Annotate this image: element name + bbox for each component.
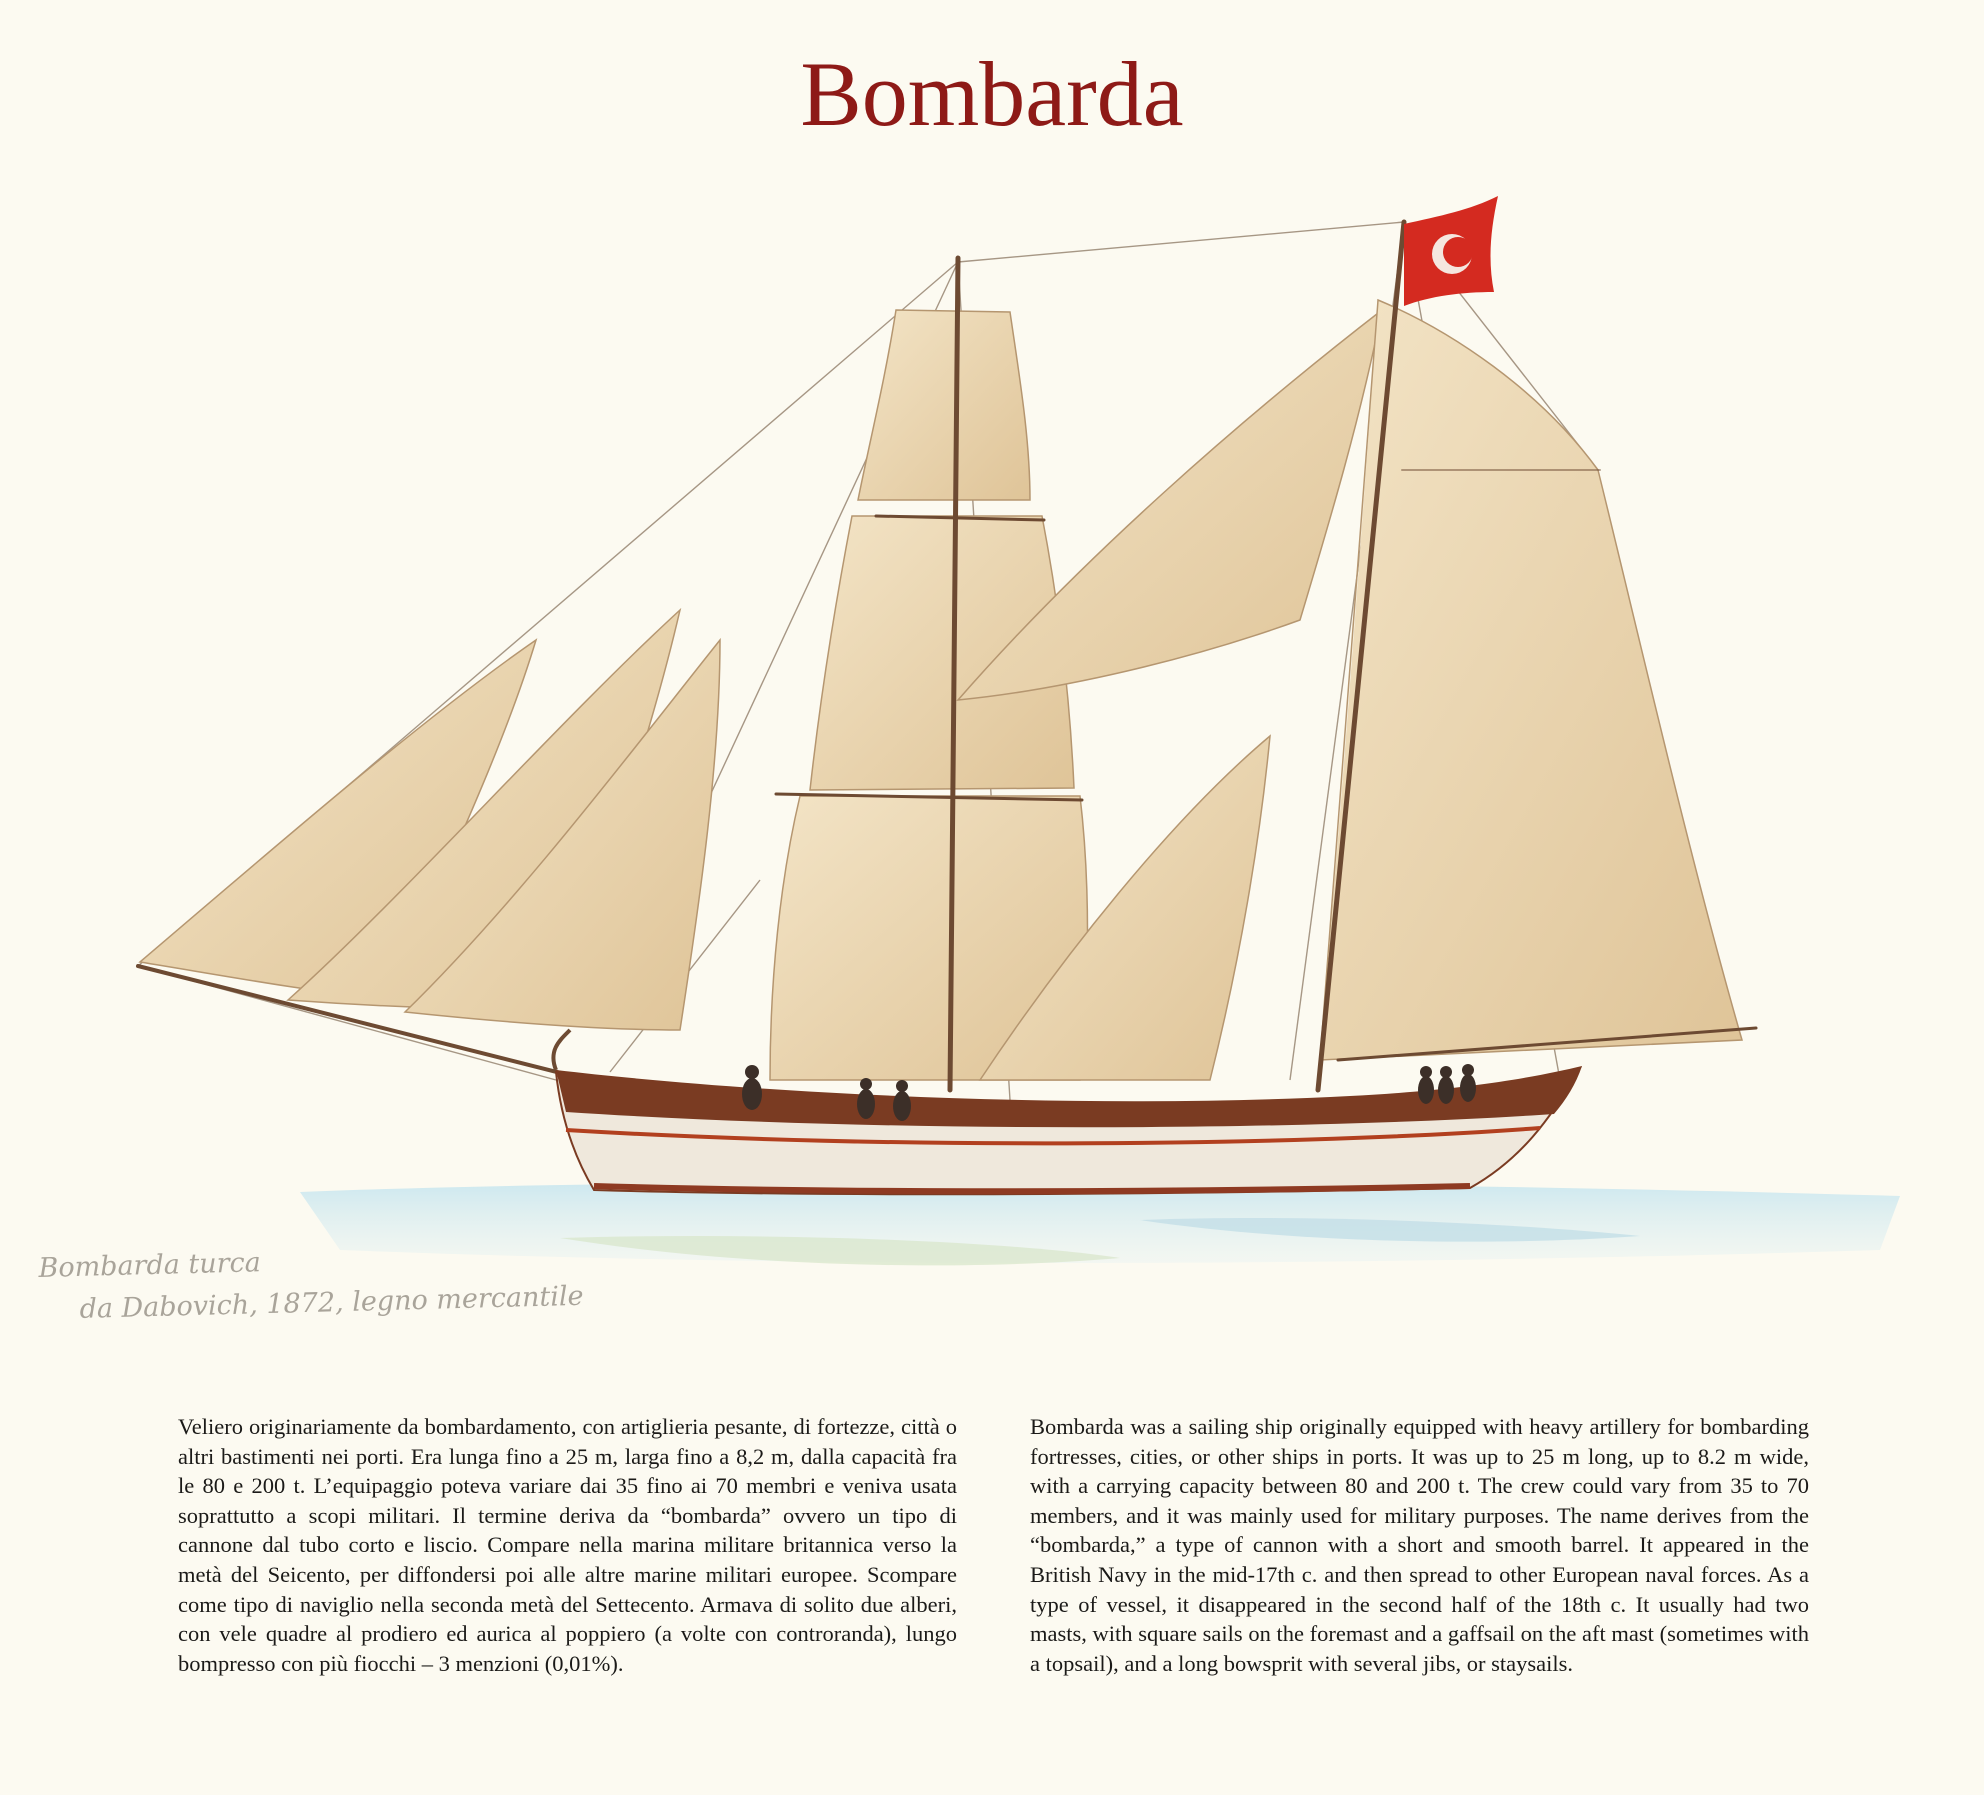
caption-line-1: Bombarda turca [38, 1247, 262, 1284]
jib-sails [140, 610, 720, 1030]
handwritten-caption [38, 1234, 584, 1332]
description-english: Bombarda was a sailing ship originally equipped with heavy artillery for bombarding fortresses, cities, or other ships in ports. It was up to 25 m long, up to 8.2 m wide, with a carrying capacity between 80 and 200 t. The crew could vary from 35 to 70 members, and it was mainly used for military purposes. The name derives from the “bombarda,” a type of cannon with a short and smooth barrel. It appeared in the British Navy in the mid-17th c. and then spread to other European naval forces. As a type of vessel, it disappeared in the second half of the 18th c. It usually had two masts, with square sails on the foremast and a gaffsail on the aft mast (sometimes with a topsail), and a long bowsprit with several jibs, or staysails. [1030, 1414, 1809, 1676]
turkish-flag [1404, 196, 1498, 306]
caption-line-2: da Dabovich, 1872, legno mercantile [79, 1280, 584, 1325]
description-italian: Veliero originariamente da bombardamento, con artiglieria pesante, di fortezze, città o altri bastimenti nei porti. Era lunga fino a 25 m, larga fino a 8,2 m, dalla capacità fra le 80 e 200 t. L’equipaggio poteva variare dai 35 fino ai 70 membri e veniva usata soprattutto a scopi militari. Il termine deriva da “bombarda” ovvero un tipo di cannone dal tubo corto e liscio. Compare nella marina militare britannica verso la metà del Seicento, per diffondersi poi alle altre marine militari europee. Scompare come tipo di naviglio nella seconda metà del Settecento. Armava di solito due alberi, con vele quadre al prodiero ed aurica al poppiero (a volte con controranda), lungo bompresso con più fiocchi – 3 menzioni (0,01%). [178, 1414, 957, 1676]
page-title: Bombarda [800, 43, 1184, 145]
ship-illustration [0, 180, 1984, 1360]
foremast-square-sails [770, 310, 1088, 1080]
